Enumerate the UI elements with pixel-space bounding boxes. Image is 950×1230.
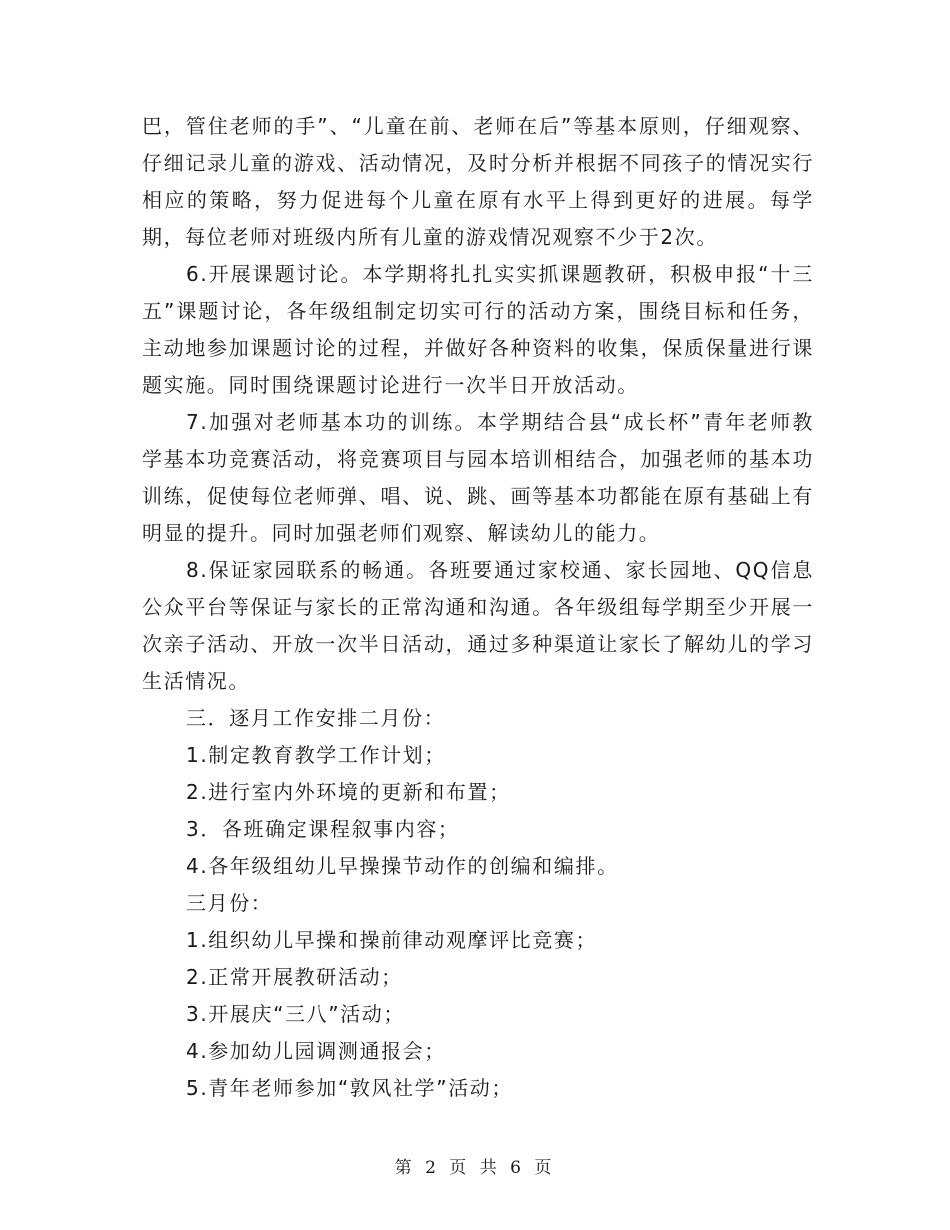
paragraph-topic-research: 6.开展课题讨论。本学期将扎扎实实抓课题教研，积极申报“十三五”课题讨论，各年级组制定切实可行的活动方案，围绕目标和任务，主动地参加课题讨论的过程，并做好各种资料的收集，保质保量进行课题实施。同时围绕课题讨论进行一次半日开放活动。: [142, 262, 814, 397]
paragraph-home-school: 8.保证家园联系的畅通。各班要通过家校通、家长园地、QQ信息公众平台等保证与家长的正常沟通和沟通。各年级组每学期至少开展一次亲子活动、开放一次半日活动，通过多种渠道让家长了解幼儿的学习生活情况。: [142, 558, 814, 693]
list-item: 4.各年级组幼儿早操操节动作的创编和编排。: [186, 854, 619, 878]
paragraph-teacher-training: 7.加强对老师基本功的训练。本学期结合县“成长杯”青年老师教学基本功竞赛活动，将竞赛项目与园本培训相结合，加强老师的基本功训练，促使每位老师弹、唱、说、跳、画等基本功都能在原有基础上有明显的提升。同时加强老师们观察、解读幼儿的能力。: [142, 410, 814, 545]
list-item: 3.开展庆“三八”活动；: [186, 1002, 406, 1026]
list-item: 5.青年老师参加“敦风社学”活动；: [186, 1076, 514, 1100]
list-item: 4.参加幼儿园调测通报会；: [186, 1039, 446, 1063]
month-heading: 三月份：: [186, 891, 273, 915]
list-item: 2.正常开展教研活动；: [186, 965, 403, 989]
paragraph-continued: 巴，管住老师的手”、“儿童在前、老师在后”等基本原则，仔细观察、仔细记录儿童的游戏、活动情况，及时分析并根据不同孩子的情况实行相应的策略，努力促进每个儿童在原有水平上得到更好的进展。每学期，每位老师对班级内所有儿童的游戏情况观察不少于2次。: [142, 114, 814, 249]
list-item: 1.制定教育教学工作计划；: [186, 743, 446, 767]
page-number: 第 2 页 共 6 页: [394, 1158, 556, 1178]
section-heading: 三．逐月工作安排二月份：: [186, 706, 446, 730]
document-body: [142, 108, 814, 1107]
list-item: 3．各班确定课程叙事内容；: [186, 817, 460, 841]
list-item: 1.组织幼儿早操和操前律动观摩评比竞赛；: [186, 928, 598, 952]
list-item: 2.进行室内外环境的更新和布置；: [186, 780, 511, 804]
